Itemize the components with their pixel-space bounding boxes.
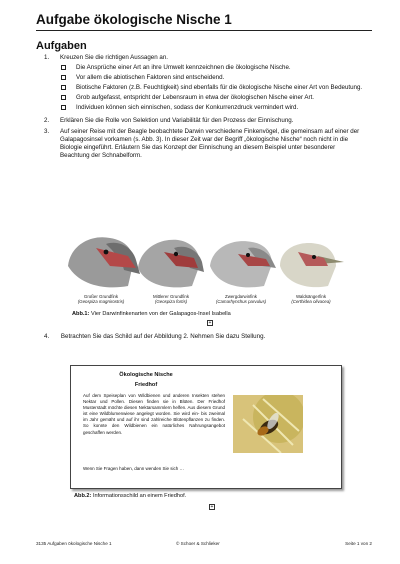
option-item[interactable] <box>60 74 364 82</box>
figure-text: Informationsschild an einem Friedhof. <box>91 493 187 499</box>
task-number: 1. <box>44 54 50 61</box>
task-text: Betrachten Sie das Schild auf der Abbildung 2. Nehmen Sie dazu Stellung. <box>60 333 266 340</box>
option-list <box>60 64 364 112</box>
task-text: Auf seiner Reise mit der Beagle beobachtete Darwin verschiedene Finkenvögel, die gemeinsam auf einer der Galapagosinsel vorkamen (s. Abb. 3). In dieser Zeit war der Begriff „ökologische Nische“ noch nicht in die Biologie eingeführt. Erläutern Sie das Konzept der Einnischung an diesem Beispiel unter besonderer Beachtung der Schnabelform. <box>60 127 360 159</box>
finch-illustration <box>66 226 346 310</box>
task-4 <box>44 333 364 340</box>
finch-name: Großer Grundfink <box>83 294 119 299</box>
anchor-icon: + <box>208 320 212 326</box>
checkbox-icon[interactable] <box>61 75 66 80</box>
sign-body: Auf dem Speiseplan von Wildbienen und anderen Insekten stehen Nektar und Pollen. Diesen finden sie in Blüten. Der Friedhof Musterstadt möchte diesen Nektarsammlern helfen. Aus diesem Grund ist eine Wildblumenwiese angelegt worden. Sie wird ein- bis zweimal im Jahr gemäht und auf ihr sind zahlreiche Blütenpflanzen zu finden. So konnte den Wildbienen ein natürliches Nahrungsangebot geschaffen werden. <box>83 393 225 435</box>
finch-latin: (Certhidea olivacea) <box>291 299 331 305</box>
option-text: Vor allem die abiotischen Faktoren sind entscheidend. <box>76 74 225 82</box>
option-text: Grob aufgefasst, entspricht der Lebensraum in etwa der ökologischen Nische einer Art. <box>76 94 315 102</box>
finch-latin: (Geospiza magnirostris) <box>77 299 125 305</box>
page-title: Aufgabe ökologische Nische 1 <box>36 12 372 31</box>
option-item[interactable] <box>60 64 364 72</box>
finch-latin: (Geospiza fortis) <box>154 299 188 305</box>
task-number: 4. <box>44 333 50 340</box>
task-1 <box>44 54 364 113</box>
option-item[interactable] <box>60 84 364 92</box>
figure-label: Abb.2: <box>74 493 92 499</box>
figure-label: Abb.1: <box>72 311 90 317</box>
finch-latin: (Camarhynchus parvulus) <box>215 299 267 305</box>
footer-left: 3135 Aufgaben ökologische Nische 1 <box>36 541 112 546</box>
task-3 <box>44 128 364 160</box>
option-item[interactable] <box>60 104 364 112</box>
task-list <box>44 54 364 163</box>
bee-photo <box>233 395 303 453</box>
finch-name: Zwergdarwinfink <box>225 294 257 299</box>
finch-head-1 <box>68 237 140 287</box>
figure-2-caption <box>74 493 186 499</box>
info-sign <box>70 365 342 489</box>
option-text: Biotische Faktoren (z.B. Feuchtigkeit) sind ebenfalls für die ökologische Nische einer Art von Bedeutung. <box>76 84 363 92</box>
section-heading: Aufgaben <box>36 40 87 52</box>
checkbox-icon[interactable] <box>61 105 66 110</box>
task-text: Kreuzen Sie die richtigen Aussagen an. <box>60 54 169 61</box>
finch-caption-3 <box>206 294 276 304</box>
finch-heads-image <box>66 226 346 294</box>
finch-caption-4 <box>276 294 346 304</box>
footer-center: © Schoer & Schlieker <box>176 541 220 546</box>
option-item[interactable] <box>60 94 364 102</box>
footer-right: Seite 1 von 2 <box>345 541 372 546</box>
sign-title: Ökologische Nische <box>119 372 173 378</box>
task-number: 3. <box>44 127 50 135</box>
anchor-icon: + <box>210 504 214 510</box>
task-2 <box>44 117 364 125</box>
finch-name: Waldsängerfink <box>295 294 327 299</box>
finch-head-4 <box>280 243 344 287</box>
checkbox-icon[interactable] <box>61 95 66 100</box>
finch-head-3 <box>210 241 276 287</box>
task-text: Erklären Sie die Rolle von Selektion und Variabilität für den Prozess der Einnischung. <box>60 116 294 124</box>
checkbox-icon[interactable] <box>61 85 66 90</box>
option-text: Individuen können sich einnischen, sodass der Konkurrenzdruck vermindert wird. <box>76 104 299 112</box>
sign-footer: Wenn Sie Fragen haben, dann wenden Sie sich … <box>83 466 184 471</box>
task-number: 2. <box>44 116 50 124</box>
figure-text: Vier Darwinfinkenarten von der Galapagos-Insel Isabella <box>89 311 231 317</box>
finch-caption-1 <box>66 294 136 304</box>
figure-1-caption <box>72 311 231 317</box>
sign-subtitle: Friedhof <box>134 382 158 388</box>
finch-name: Mittlerer Grundfink <box>152 294 190 299</box>
finch-head-2 <box>138 240 204 288</box>
checkbox-icon[interactable] <box>61 65 66 70</box>
finch-caption-2 <box>136 294 206 304</box>
option-text: Die Ansprüche einer Art an ihre Umwelt kennzeichnen die ökologische Nische. <box>76 64 291 72</box>
